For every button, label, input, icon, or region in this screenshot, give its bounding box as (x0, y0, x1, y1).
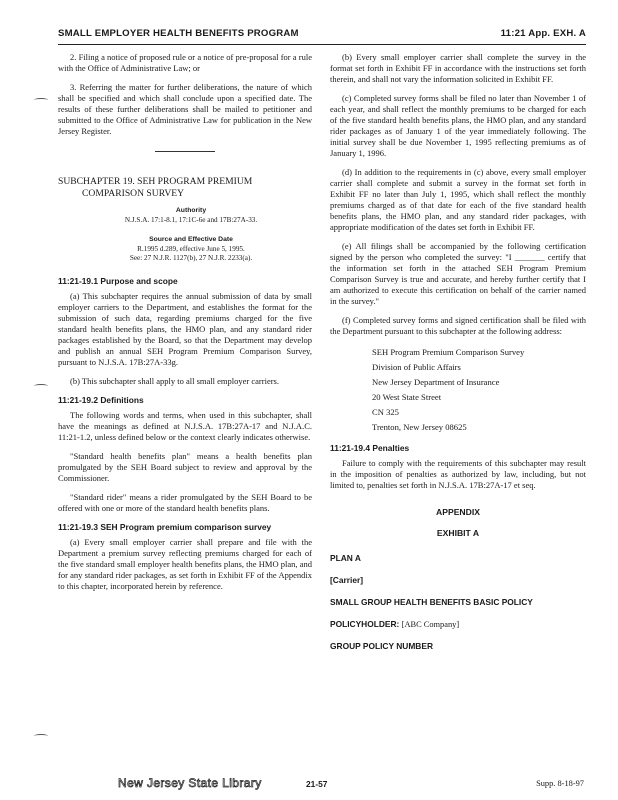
definition-standard-rider: "Standard rider" means a rider promulgated by the SEH Board to be offered with one or more of the standard health benefits plans. (58, 491, 312, 513)
authority-heading: Authority (175, 207, 207, 214)
policy-title: SMALL GROUP HEALTH BENEFITS BASIC POLICY (330, 597, 533, 607)
margin-mark (34, 98, 48, 102)
section-19-3-a: (a) Every small employer carrier shall prepare and file with the Department a premium survey reflecting premiums charged for each of the five standard small employer health benefits plans, the HMO plan, and for any standard rider packages, as set forth in Exhibit FF of the Appendix to this chapter, incorporated herein by reference. (58, 536, 312, 591)
page-footer (0, 776, 618, 796)
exhibit-heading: EXHIBIT A (436, 528, 480, 538)
item-3: 3. Referring the matter for further deliberations, the nature of which shall be specified and which shall conclude upon a specified date. The results of these further deliberations shall be mailed to petitioner and submitted to the Office of Administrative Law for publication in the New Jersey Register. (58, 82, 312, 136)
plan-label: PLAN A (330, 553, 361, 563)
source-line-1: R.1995 d.289, effective June 5, 1995. (137, 244, 245, 253)
address-line: Division of Public Affairs (372, 362, 461, 372)
left-column (58, 52, 312, 600)
section-19-3-e: (e) All filings shall be accompanied by the following certification signed by the person who completed the survey: "I _______ certify that the information set forth in the attached SEH Program Premium Comparison Survey is true and accurate, and hereby further certify that I am authorized to execute this certification on behalf of the carrier named in the survey." (330, 241, 586, 306)
carrier-label: [Carrier] (330, 575, 364, 585)
section-19-1-a: (a) This subchapter requires the annual submission of data by small employer carriers to the Department, and establishes the format for the submission of such data, regarding premiums charged for the five standard health benefits plans, the HMO plan, and any standard rider packages established by the Board, so that the Department may develop and publish an annual SEH Program Premium Comparison Survey, pursuant to N.J.S.A. 17B:27A-33g. (58, 290, 312, 367)
section-19-3-c: (c) Completed survey forms shall be filed no later than November 1 of each year, and shall reflect the monthly premiums to be charged for each of the five standard health benefits plans, the HMO plan, and any standard rider packages as of January 1 of the year immediately following. The initial survey shall be due November 1, 1995 reflecting premiums as of January 1, 1996. (330, 93, 586, 158)
margin-mark (34, 734, 48, 738)
appendix-heading: APPENDIX (436, 507, 480, 517)
section-19-3-title: 11:21-19.3 SEH Program premium comparison survey (58, 521, 272, 532)
address-line: Trenton, New Jersey 08625 (372, 422, 467, 432)
item-2: 2. Filing a notice of proposed rule or a notice of pre-proposal for a rule with the Office of Administrative Law; or (58, 52, 312, 73)
policyholder-line (330, 619, 586, 630)
subchapter-heading: SUBCHAPTER 19. SEH PROGRAM PREMIUM COMPARISON SURVEY (58, 176, 253, 199)
running-header (58, 22, 586, 45)
section-19-4-title: 11:21-19.4 Penalties (330, 443, 410, 453)
address-line: SEH Program Premium Comparison Survey (372, 347, 525, 357)
section-19-3-d: (d) In addition to the requirements in (c) above, every small employer carrier shall complete and submit a survey in the format set forth in Exhibit FF no later than July 1, 1995, which shall reflect the monthly premiums charged as of that date for each of the five standard health benefits plans, the HMO plan, and any standard rider packages, with appropriate modification of the dates set forth in Exhibit FF. (330, 167, 586, 232)
group-policy-number: GROUP POLICY NUMBER (330, 641, 433, 651)
header-section-number: 11:21 App. EXH. A (500, 28, 586, 39)
address-line: New Jersey Department of Insurance (372, 377, 500, 387)
source-line-2: See: 27 N.J.R. 1127(b), 27 N.J.R. 2233(a). (129, 254, 253, 262)
policyholder-label: POLICYHOLDER: (330, 619, 400, 629)
address-line: 20 West State Street (372, 392, 442, 402)
right-column (330, 52, 586, 663)
section-19-2-intro: The following words and terms, when used in this subchapter, shall have the meanings as defined at N.J.S.A. 17B:27A-17 and N.J.A.C. 11:21-1.2, unless defined below or the context clearly indicates otherwise. (58, 409, 312, 442)
section-19-1-b: (b) This subchapter shall apply to all small employer carriers. (70, 375, 279, 386)
library-stamp: New Jersey State Library (118, 776, 262, 790)
definition-standard-plan: "Standard health benefits plan" means a health benefits plan promulgated by the SEH Board subject to review and approval by the Commissioner. (58, 450, 312, 483)
page-number: 21-57 (306, 779, 328, 789)
section-19-1-title: 11:21-19.1 Purpose and scope (58, 275, 178, 286)
authority-text: N.J.S.A. 17:1-8.1, 17:1C-6e and 17B:27A-33. (124, 215, 258, 224)
mailing-address (372, 345, 586, 435)
section-19-3-b: (b) Every small employer carrier shall complete the survey in the format set forth in Exhibit FF in accordance with the instructions set forth therein, and shall not vary the information solicited in Exhibit FF. (330, 52, 586, 84)
source-heading: Source and Effective Date (149, 236, 233, 243)
address-line: CN 325 (372, 407, 399, 417)
section-19-3-f: (f) Completed survey forms and signed certification shall be filed with the Department pursuant to this subchapter at the following address: (330, 315, 586, 336)
supplement-date: Supp. 8-18-97 (536, 779, 584, 788)
section-19-4-text: Failure to comply with the requirements of this subchapter may result in the imposition of penalties as authorized by law, including, but not limited to, penalties set forth in N.J.S.A. 17B:27A-17 et seq. (330, 458, 586, 490)
header-title: SMALL EMPLOYER HEALTH BENEFITS PROGRAM (58, 28, 299, 39)
margin-mark (34, 384, 48, 388)
section-19-2-title: 11:21-19.2 Definitions (58, 394, 144, 405)
policyholder-value: [ABC Company] (401, 620, 460, 629)
section-divider (155, 151, 215, 152)
